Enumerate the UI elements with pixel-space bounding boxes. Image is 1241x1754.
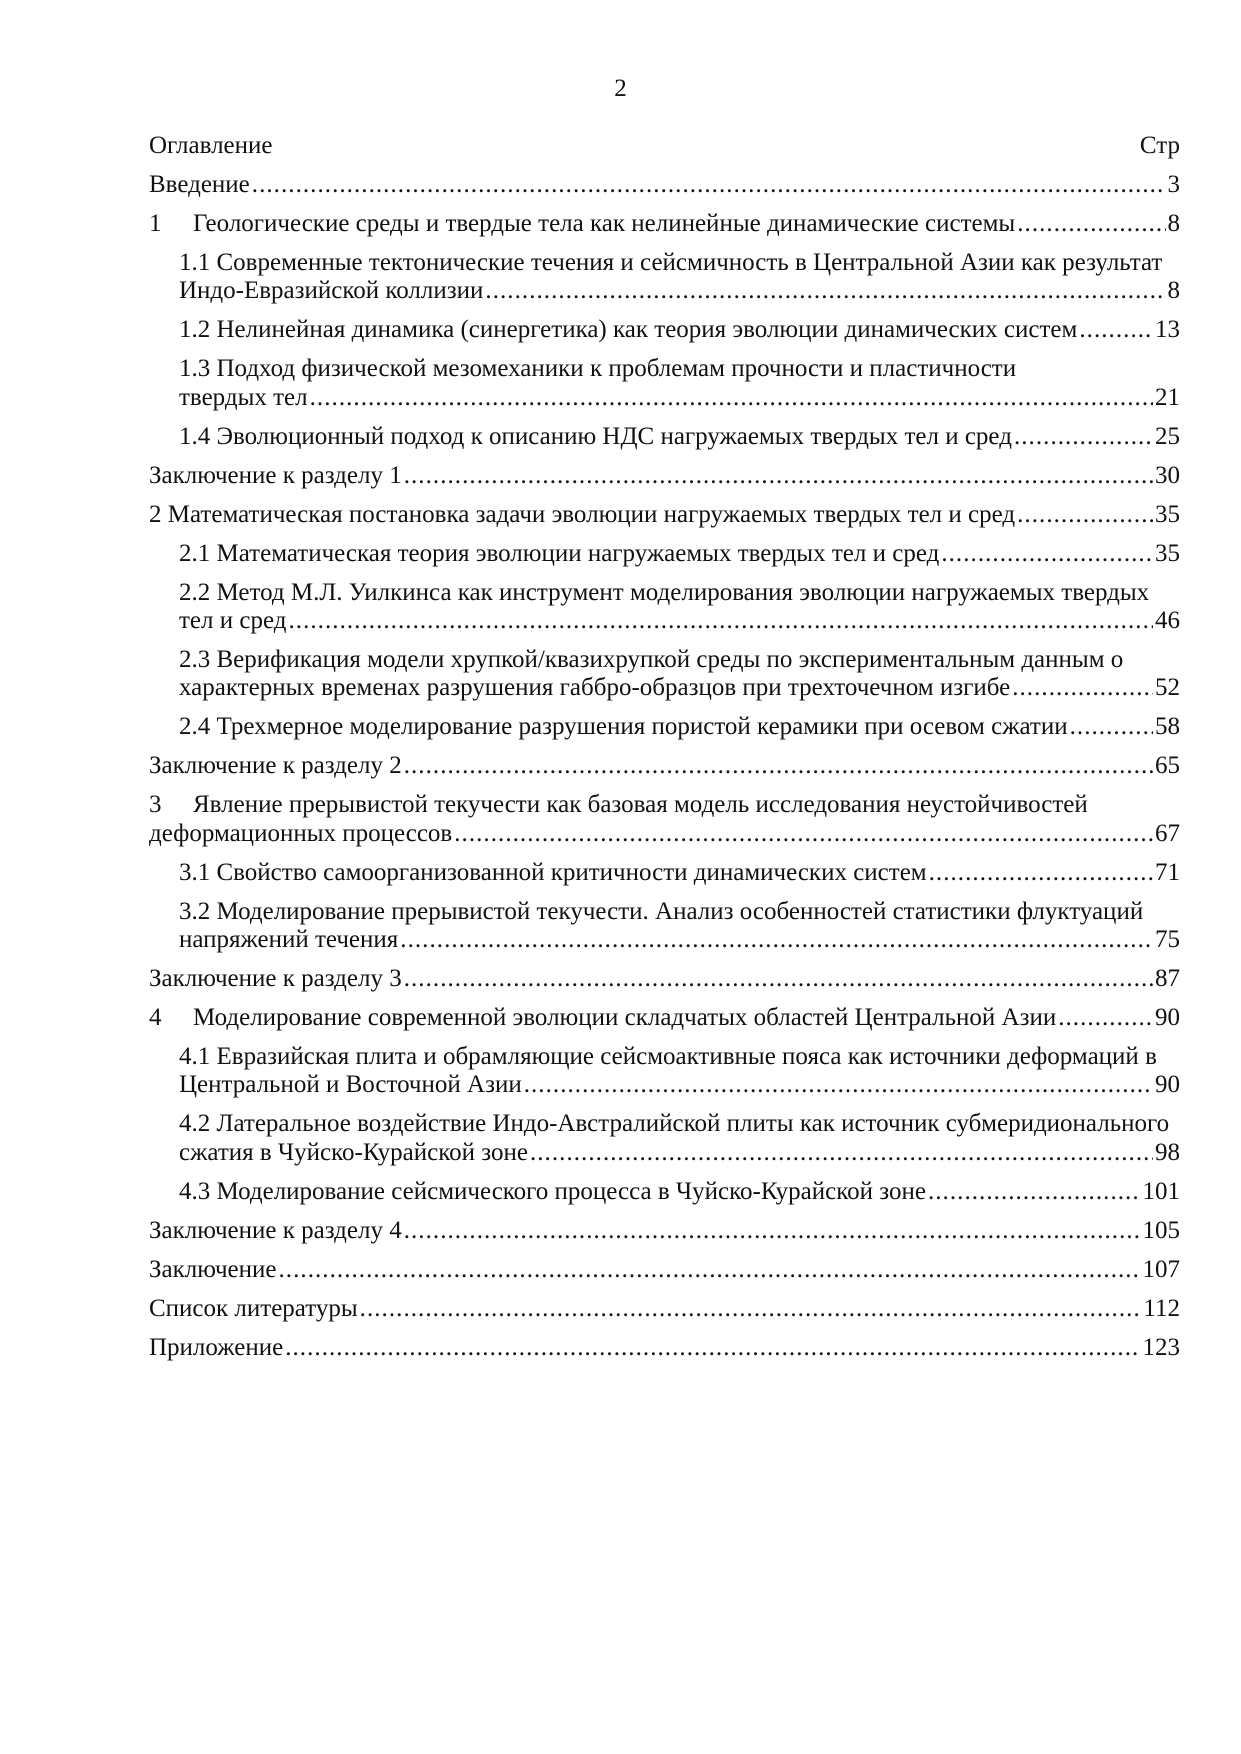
dot-leader (360, 1295, 1142, 1323)
toc-entry[interactable] (149, 316, 1180, 344)
toc-entry[interactable] (149, 355, 1180, 412)
toc-entry-title: Заключение к разделу 4 (149, 1216, 402, 1244)
dot-leader (524, 1071, 1153, 1099)
toc-entry[interactable] (149, 713, 1180, 741)
toc-entry[interactable] (149, 791, 1180, 848)
toc-entry-title: Индо-Евразийской коллизии (179, 277, 484, 305)
toc-entry[interactable] (149, 752, 1180, 780)
toc-entry-title: 2 Математическая постановка задачи эволюции нагружаемых твердых тел и сред (149, 500, 1016, 528)
toc-entry[interactable] (149, 1217, 1180, 1245)
toc-entry-line (149, 1256, 1180, 1284)
toc-entry-title: Заключение к разделу 2 (149, 752, 402, 780)
toc-page-number: 13 (1155, 316, 1180, 344)
dot-leader (285, 1334, 1140, 1362)
dot-leader (404, 1217, 1141, 1245)
toc-page-number: 123 (1142, 1333, 1180, 1361)
toc-entry-title: 2.4 Трехмерное моделирование разрушения пористой керамики при осевом сжатии (179, 713, 1068, 741)
toc-entry-line (149, 1178, 1180, 1206)
toc-entry-line (149, 316, 1180, 344)
toc-entry[interactable] (149, 210, 1180, 238)
toc-entry[interactable] (149, 1295, 1180, 1323)
toc-entry[interactable] (149, 423, 1180, 451)
toc-entry-line (149, 713, 1180, 741)
toc-entry-line (149, 501, 1180, 529)
toc-entry-line (149, 1004, 1180, 1032)
toc-entry-title: Заключение к разделу 1 (149, 461, 402, 489)
dot-leader (454, 820, 1153, 848)
toc-page-number: 87 (1155, 965, 1180, 993)
dot-leader (485, 277, 1165, 305)
toc-entry-title: 1.1 Современные тектонические течения и сейсмичность в Центральной Азии как результат (179, 248, 1163, 276)
toc-entry-title: 2.2 Метод М.Л. Уилкинса как инструмент моделирования эволюции нагружаемых твердых (179, 578, 1150, 606)
toc-entry[interactable] (149, 646, 1180, 703)
toc-entry-line (149, 579, 1180, 607)
toc-entry-title: Моделирование современной эволюции складчатых областей Центральной Азии (193, 1004, 1057, 1032)
toc-entry-title: 4.3 Моделирование сейсмического процесса в Чуйско-Курайской зоне (179, 1177, 926, 1205)
table-of-contents (149, 132, 1180, 1373)
chapter-number: 3 (149, 791, 162, 819)
toc-page-number: 52 (1155, 674, 1180, 702)
toc-entry-line (149, 674, 1180, 702)
toc-entry-line (149, 859, 1180, 887)
toc-entry-title: 2.1 Математическая теория эволюции нагружаемых твердых тел и сред (179, 539, 940, 567)
toc-page-number: 35 (1155, 539, 1180, 567)
toc-entry-title: сжатия в Чуйско-Курайской зоне (179, 1138, 528, 1166)
toc-entry-title: Центральной и Восточной Азии (179, 1071, 522, 1099)
toc-entry-title: тел и сред (179, 607, 287, 635)
toc-entry[interactable] (149, 501, 1180, 529)
toc-entry-title: характерных временах разрушения габбро-образцов при трехточечном изгибе (179, 674, 1011, 702)
toc-entry-line (149, 1334, 1180, 1362)
toc-entry-line (149, 249, 1180, 277)
dot-leader (288, 607, 1153, 635)
toc-entry-line (149, 1217, 1180, 1245)
toc-entry[interactable] (149, 579, 1180, 636)
toc-page-number: 105 (1142, 1216, 1180, 1244)
toc-entry-title: Список литературы (149, 1294, 358, 1322)
dot-leader (1070, 713, 1153, 741)
toc-entry-title: 4.2 Латеральное воздействие Индо-Австралийской плиты как источник субмеридионального (179, 1110, 1170, 1138)
toc-page-number: 90 (1155, 1071, 1180, 1099)
toc-entry[interactable] (149, 249, 1180, 306)
toc-entry[interactable] (149, 1334, 1180, 1362)
toc-page-number: 46 (1155, 607, 1180, 635)
toc-entry-line (149, 423, 1180, 451)
dot-leader (279, 1256, 1141, 1284)
toc-entry[interactable] (149, 540, 1180, 568)
toc-entry-title: Заключение к разделу 3 (149, 965, 402, 993)
dot-leader (929, 859, 1153, 887)
page-column-label: Стр (1139, 132, 1180, 159)
toc-page-number: 21 (1155, 383, 1180, 411)
toc-entry-line (149, 1071, 1180, 1099)
toc-page-number: 71 (1155, 858, 1180, 886)
chapter-number: 4 (149, 1004, 162, 1032)
dot-leader (404, 965, 1153, 993)
toc-entry[interactable] (149, 1043, 1180, 1100)
dot-leader (1012, 674, 1153, 702)
dot-leader (252, 171, 1166, 199)
toc-entry-title: Явление прерывистой текучести как базовая модель исследования неустойчивостей (193, 791, 1088, 819)
toc-entry-title: Введение (149, 171, 250, 198)
dot-leader (928, 1178, 1141, 1206)
dot-leader (404, 752, 1153, 780)
toc-page-number: 107 (1142, 1255, 1180, 1283)
toc-entry-title: 4.1 Евразийская плита и обрамляющие сейсмоактивные пояса как источники деформаций в (179, 1043, 1157, 1071)
page-number: 2 (614, 75, 627, 102)
chapter-number: 1 (149, 209, 162, 237)
toc-entry[interactable] (149, 171, 1180, 199)
toc-entry[interactable] (149, 859, 1180, 887)
toc-entry-line (149, 791, 1180, 819)
toc-entry-title: 1.3 Подход физической мезомеханики к проблемам прочности и пластичности (179, 355, 1017, 383)
toc-entry-line (149, 171, 1180, 199)
toc-entry-title: деформационных процессов (149, 819, 453, 847)
toc-page-number: 75 (1155, 926, 1180, 954)
toc-entry-line (149, 607, 1180, 635)
toc-entry-line (149, 1295, 1180, 1323)
toc-entry-line (149, 210, 1180, 238)
dot-leader (1058, 1004, 1153, 1032)
toc-entry-line (149, 277, 1180, 305)
toc-entry-line (149, 646, 1180, 674)
toc-page-number: 58 (1155, 713, 1180, 741)
toc-entry-line (149, 540, 1180, 568)
toc-entry-line (149, 1139, 1180, 1167)
toc-entry-line (149, 384, 1180, 412)
toc-entry-title: твердых тел (179, 383, 308, 411)
toc-entry[interactable] (149, 1178, 1180, 1206)
dot-leader (404, 462, 1153, 490)
dot-leader (1017, 210, 1165, 238)
toc-page-number: 98 (1155, 1138, 1180, 1166)
toc-header (149, 132, 1180, 160)
toc-entry-title: 3.1 Свойство самоорганизованной критичности динамических систем (179, 858, 927, 886)
toc-page-number: 112 (1143, 1294, 1180, 1322)
dot-leader (400, 926, 1153, 954)
toc-entry-title: 1.4 Эволюционный подход к описанию НДС нагружаемых твердых тел и сред (179, 422, 1012, 450)
toc-page-number: 8 (1167, 277, 1180, 305)
toc-page-number: 8 (1167, 209, 1180, 237)
toc-entry-title: 1.2 Нелинейная динамика (синергетика) как теория эволюции динамических систем (179, 316, 1078, 344)
toc-page-number: 35 (1155, 500, 1180, 528)
toc-entry[interactable] (149, 1110, 1180, 1167)
toc-entry[interactable] (149, 898, 1180, 955)
toc-entry-title: 2.3 Верификация модели хрупкой/квазихрупкой среды по экспериментальным данным о (179, 646, 1124, 674)
toc-page-number: 65 (1155, 752, 1180, 780)
toc-entry-line (149, 965, 1180, 993)
toc-page-number: 25 (1155, 422, 1180, 450)
toc-page-number: 3 (1167, 171, 1180, 198)
toc-entry-title: 3.2 Моделирование прерывистой текучести. Анализ особенностей статистики флуктуаций (179, 897, 1144, 925)
toc-entry-line (149, 752, 1180, 780)
toc-entry[interactable] (149, 1256, 1180, 1284)
toc-page-number: 101 (1142, 1177, 1180, 1205)
dot-leader (1014, 423, 1153, 451)
toc-entry[interactable] (149, 462, 1180, 490)
toc-entry-title: Заключение (149, 1255, 277, 1283)
toc-entry-line (149, 1043, 1180, 1071)
dot-leader (941, 540, 1153, 568)
dot-leader (530, 1139, 1153, 1167)
toc-entry-line (149, 355, 1180, 383)
toc-entry-line (149, 1110, 1180, 1138)
toc-page-number: 67 (1155, 819, 1180, 847)
toc-entry-title: Приложение (149, 1333, 284, 1361)
toc-entry[interactable] (149, 965, 1180, 993)
dot-leader (310, 384, 1153, 412)
toc-entries (149, 171, 1180, 1362)
dot-leader (1079, 316, 1153, 344)
toc-entry-line (149, 820, 1180, 848)
toc-entry-title: напряжений течения (179, 926, 399, 954)
toc-entry-title: Геологические среды и твердые тела как нелинейные динамические системы (193, 209, 1016, 237)
toc-entry-line (149, 898, 1180, 926)
toc-title: Оглавление (149, 132, 273, 159)
toc-entry-line (149, 462, 1180, 490)
toc-entry[interactable] (149, 1004, 1180, 1032)
toc-page-number: 30 (1155, 461, 1180, 489)
toc-page-number: 90 (1155, 1004, 1180, 1032)
toc-entry-line (149, 926, 1180, 954)
dot-leader (1017, 501, 1153, 529)
